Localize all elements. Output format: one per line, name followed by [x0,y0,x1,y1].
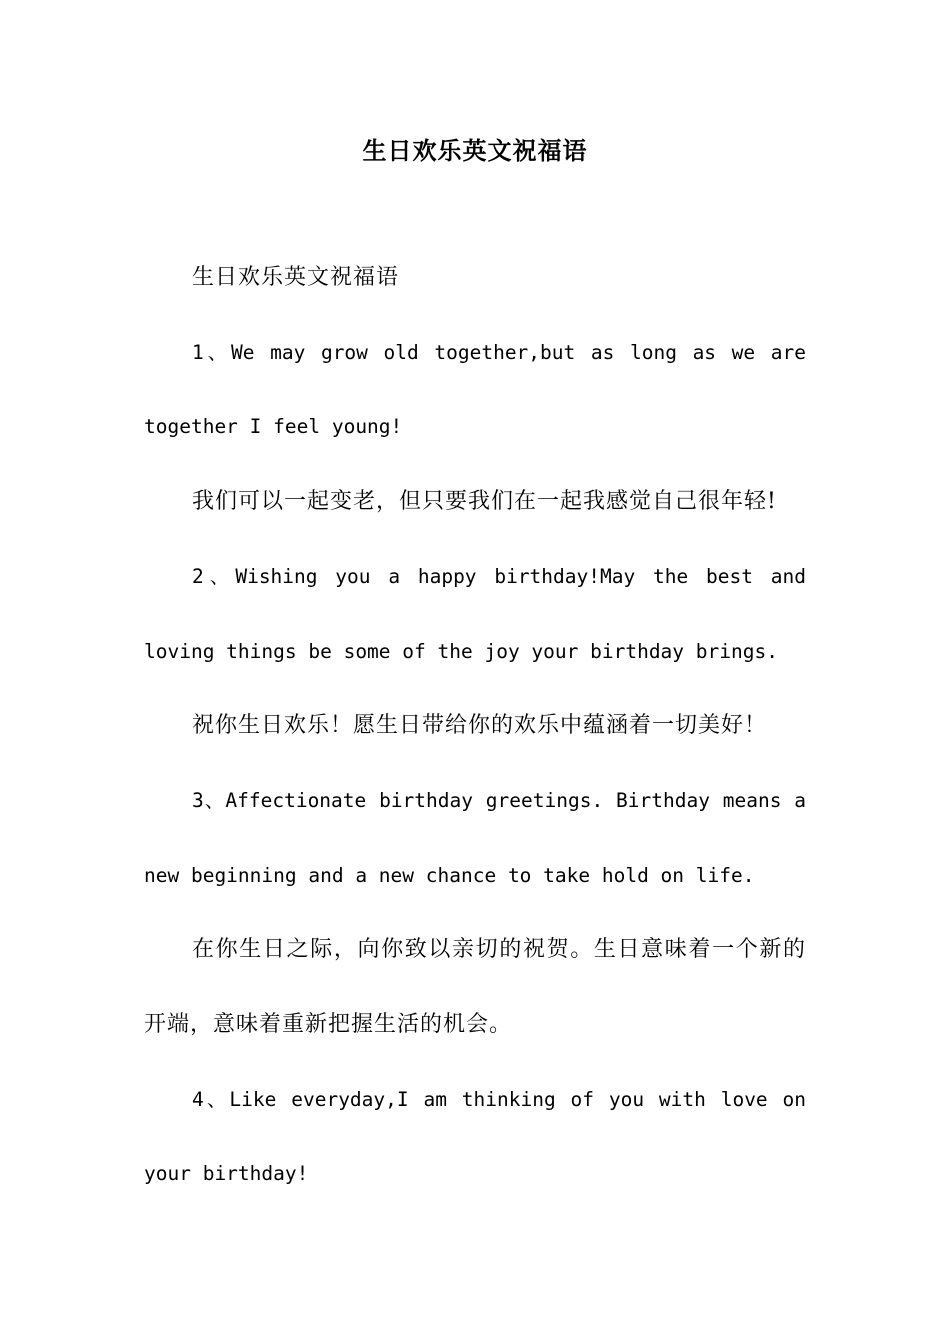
paragraph-chinese-3: 在你生日之际，向你致以亲切的祝贺。生日意味着一个新的开端，意味着重新把握生活的机会。 [144,937,806,1038]
paragraph-english-3: 3、Affectionate birthday greetings. Birthday means a new beginning and a new chance to take hold on life. [144,788,806,887]
document-body [144,241,806,1212]
document-title: 生日欢乐英文祝福语 [362,136,588,165]
paragraph-english-4: 4、Like everyday,I am thinking of you with love on your birthday! [144,1087,806,1186]
paragraph-english-2: 2、Wishing you a happy birthday!May the best and loving things be some of the joy your birthday brings. [144,564,806,663]
paragraph-english-1: 1、We may grow old together,but as long as we are together I feel young! [144,340,806,439]
paragraph-chinese-2: 祝你生日欢乐！愿生日带给你的欢乐中蕴涵着一切美好！ [192,713,768,739]
paragraph-chinese-1: 我们可以一起变老，但只要我们在一起我感觉自己很年轻! [192,489,777,515]
paragraph-heading: 生日欢乐英文祝福语 [192,265,400,290]
